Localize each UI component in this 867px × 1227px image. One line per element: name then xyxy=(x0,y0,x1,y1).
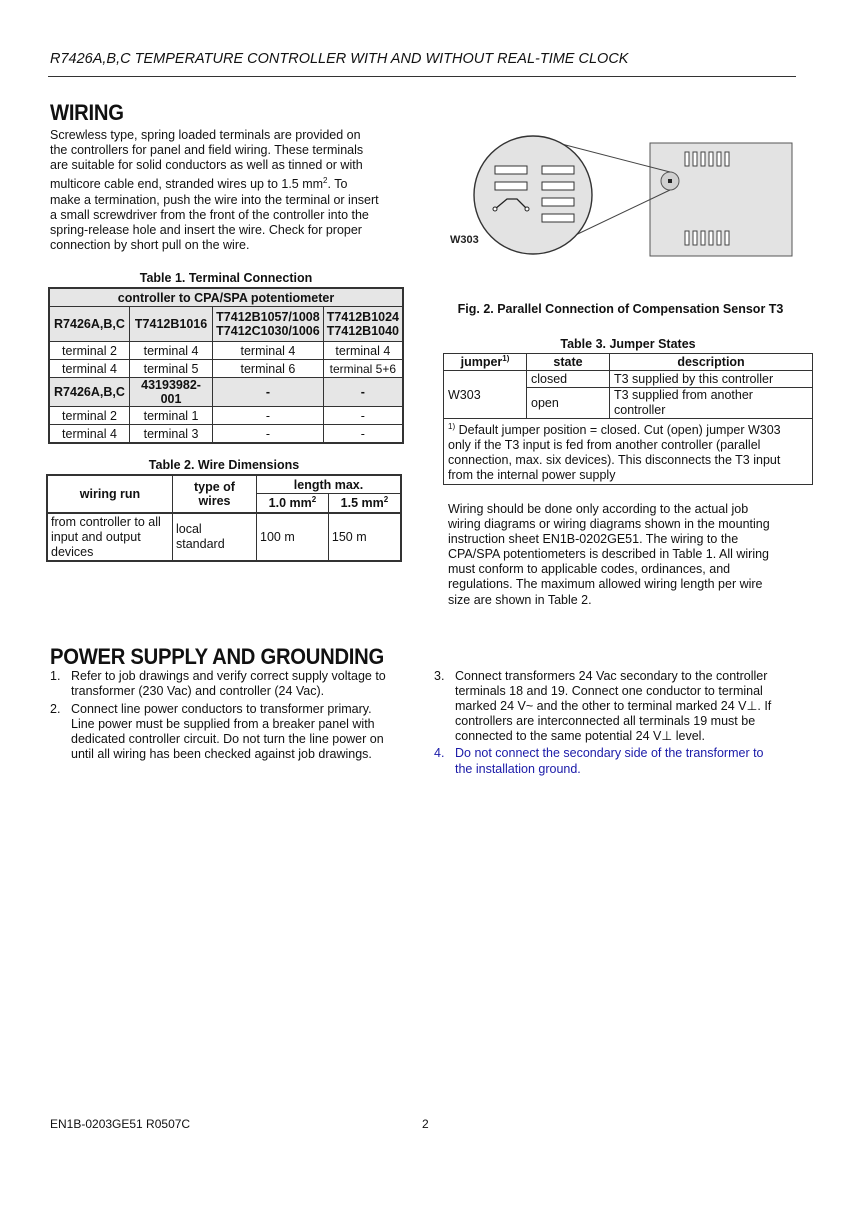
body-line: Wiring should be done only according to the actual job xyxy=(448,502,749,516)
intro-line: make a termination, push the wire into the terminal or insert xyxy=(50,192,379,207)
table-row xyxy=(49,360,403,378)
table-row xyxy=(444,371,813,388)
intro-line: a small screwdriver from the front of the controller into the xyxy=(50,207,369,222)
body-line: must conform to applicable codes, ordinances, and xyxy=(448,562,731,577)
table1-cell: terminal 5+6 xyxy=(323,360,403,378)
footer-doc-id: EN1B-0203GE51 R0507C xyxy=(50,1117,191,1131)
table-row xyxy=(49,425,403,444)
table2-value-15: 150 m xyxy=(328,513,401,561)
table1-header-cell: R7426A,B,C xyxy=(49,307,129,342)
table3-desc-cell: T3 supplied from another controller xyxy=(610,388,813,419)
table1-cell: terminal 5 xyxy=(129,360,212,378)
table2-header-length: length max. xyxy=(257,475,402,494)
table-row xyxy=(49,378,403,407)
table1-cell: terminal 4 xyxy=(49,360,129,378)
intro-line: multicore cable end, stranded wires up to 1.5 $mm^2$. To xyxy=(50,176,348,192)
table1-cell: terminal 6 xyxy=(213,360,324,378)
wire-dimensions-table xyxy=(46,474,402,562)
table3-desc-cell: T3 supplied by this controller xyxy=(610,371,813,388)
wiring-intro xyxy=(50,128,410,253)
intro-line: Screwless type, spring loaded terminals are provided on xyxy=(50,128,361,142)
power-list-right xyxy=(434,669,798,777)
table1-cell: - xyxy=(213,425,324,444)
power-list-left xyxy=(50,669,410,763)
parallel-connection-figure xyxy=(445,133,795,258)
intro-line: connection by short pull on the wire. xyxy=(50,237,250,252)
table1-caption: Table 1. Terminal Connection xyxy=(139,271,313,285)
intro-line: are suitable for solid conductors as well as tinned or with xyxy=(50,158,363,173)
magnified-jumper-area xyxy=(474,136,592,254)
table3-header-jumper: jumper$^{1)}$ xyxy=(444,354,527,371)
table2-header-10: 1.0 $mm^2$ xyxy=(257,494,329,514)
list-item: 2. Connect line power conductors to transformer primary. Line power must be supplied from a breaker panel with dedicated controller circuit. Do not turn the line power on until all wiring has been checked against job drawings. xyxy=(50,702,384,762)
table1-cell: terminal 4 xyxy=(49,425,129,444)
table2-run-cell: from controller to all input and output devices xyxy=(47,513,173,561)
table3-header-state: state xyxy=(527,354,610,371)
table1-cell: terminal 2 xyxy=(49,407,129,425)
figure-caption: Fig. 2. Parallel Connection of Compensation Sensor T3 xyxy=(457,302,784,316)
table-row xyxy=(49,342,403,360)
body-line: wiring diagrams or wiring diagrams shown in the mounting xyxy=(448,517,770,532)
wiring-body xyxy=(448,502,798,608)
body-line: regulations. The maximum allowed wiring length per wire xyxy=(448,577,763,592)
table-row xyxy=(49,407,403,425)
table1-cell: terminal 4 xyxy=(129,342,212,360)
w303-label: W303 xyxy=(450,234,479,246)
table2-header-type: type of wires xyxy=(173,475,257,513)
table1-cell: - xyxy=(323,425,403,444)
page-number: 2 xyxy=(422,1117,429,1131)
table3-footnote: $^{1)}$ Default jumper position = closed. Cut (open) jumper W303 only if the T3 input is fed from another controller (parallel connection, max. six devices). This disconnects the T3 input from the internal power supply xyxy=(444,419,813,485)
table3-state-cell: open xyxy=(527,388,610,419)
table1-span-header: controller to CPA/SPA potentiometer xyxy=(49,288,403,307)
table1-subheader-cell: 43193982-001 xyxy=(129,378,212,407)
table1-cell: terminal 1 xyxy=(129,407,212,425)
table1-cell: terminal 4 xyxy=(323,342,403,360)
list-item: 3. Connect transformers 24 Vac secondary to the controller terminals 18 and 19. Connect one conductor to terminal marked 24 V~ and the other to terminal marked 24 V⊥. If controllers are interconnected all terminals 19 must be connected to the same potential 24 V⊥ level. xyxy=(434,669,772,744)
table2-header-run: wiring run xyxy=(47,475,173,513)
table1-header-cell: T7412B1016 xyxy=(129,307,212,342)
body-line: CPA/SPA potentiometers is described in Table 1. All wiring xyxy=(448,547,769,562)
list-item: 1. Refer to job drawings and verify correct supply voltage to transformer (230 Vac) and controller (24 Vac). xyxy=(50,669,386,699)
table1-header-cell: T7412B1024 T7412B1040 xyxy=(323,307,403,342)
table-row xyxy=(47,513,401,561)
wiring-heading: WIRING xyxy=(50,100,124,125)
table2-header-15: 1.5 $mm^2$ xyxy=(328,494,401,514)
table1-cell: terminal 4 xyxy=(213,342,324,360)
table1-cell: terminal 2 xyxy=(49,342,129,360)
list-item: 4. Do not connect the secondary side of the transformer to the installation ground. xyxy=(434,746,764,776)
table1-subheader-cell: - xyxy=(213,378,324,407)
body-line: instruction sheet EN1B-0202GE51. The wiring to the xyxy=(448,532,739,547)
terminal-connection-table xyxy=(48,287,404,444)
intro-line: spring-release hole and insert the wire. Check for proper xyxy=(50,222,362,237)
table2-type-cell: local standard xyxy=(173,513,257,561)
table1-cell: - xyxy=(213,407,324,425)
table2-value-10: 100 m xyxy=(257,513,329,561)
header-rule xyxy=(48,76,796,77)
power-heading: POWER SUPPLY AND GROUNDING xyxy=(50,644,384,669)
table1-cell: - xyxy=(323,407,403,425)
table1-subheader-cell: R7426A,B,C xyxy=(49,378,129,407)
jumper-states-table xyxy=(443,353,813,485)
table1-subheader-cell: - xyxy=(323,378,403,407)
table3-jumper-cell: W303 xyxy=(444,371,527,419)
intro-line: the controllers for panel and field wiring. These terminals xyxy=(50,143,364,158)
table3-header-description: description xyxy=(610,354,813,371)
table1-cell: terminal 3 xyxy=(129,425,212,444)
table3-state-cell: closed xyxy=(527,371,610,388)
table2-caption: Table 2. Wire Dimensions xyxy=(148,458,300,472)
controller-board xyxy=(650,143,792,256)
body-line: size are shown in Table 2. xyxy=(448,592,592,607)
table3-caption: Table 3. Jumper States xyxy=(560,337,696,351)
table1-header-cell: T7412B1057/1008 T7412C1030/1006 xyxy=(213,307,324,342)
running-header: R7426A,B,C TEMPERATURE CONTROLLER WITH AND WITHOUT REAL-TIME CLOCK xyxy=(50,51,629,67)
